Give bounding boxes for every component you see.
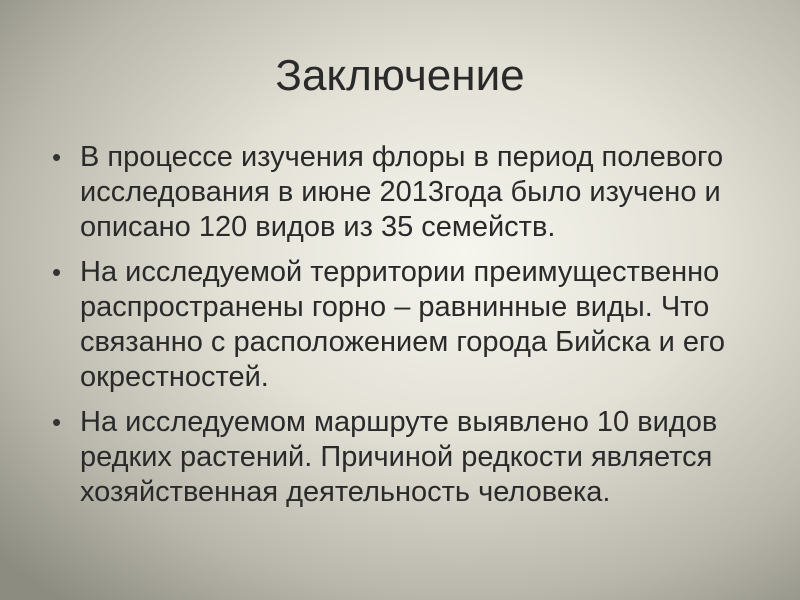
bullet-item xyxy=(52,255,757,395)
bullet-dot-icon: • xyxy=(52,142,62,172)
bullet-text: На исследуемой территории преимущественно распространены горно – равнинные виды. Что связанно с расположением города Бийска и его окрестностей. xyxy=(80,256,726,393)
bullet-item xyxy=(52,140,757,245)
bullet-text: В процессе изучения флоры в период полевого исследования в июне 2013года было изучено и описано 120 видов из 35 семейств. xyxy=(80,141,724,243)
bullet-text: На исследуемом маршруте выявлено 10 видов редких растений. Причиной редкости является хозяйственная деятельность человека. xyxy=(80,406,718,508)
bullet-list xyxy=(52,140,757,520)
slide-title: Заключение xyxy=(275,51,525,100)
bullet-dot-icon: • xyxy=(52,257,62,287)
bullet-dot-icon: • xyxy=(52,407,62,437)
bullet-item xyxy=(52,405,757,510)
